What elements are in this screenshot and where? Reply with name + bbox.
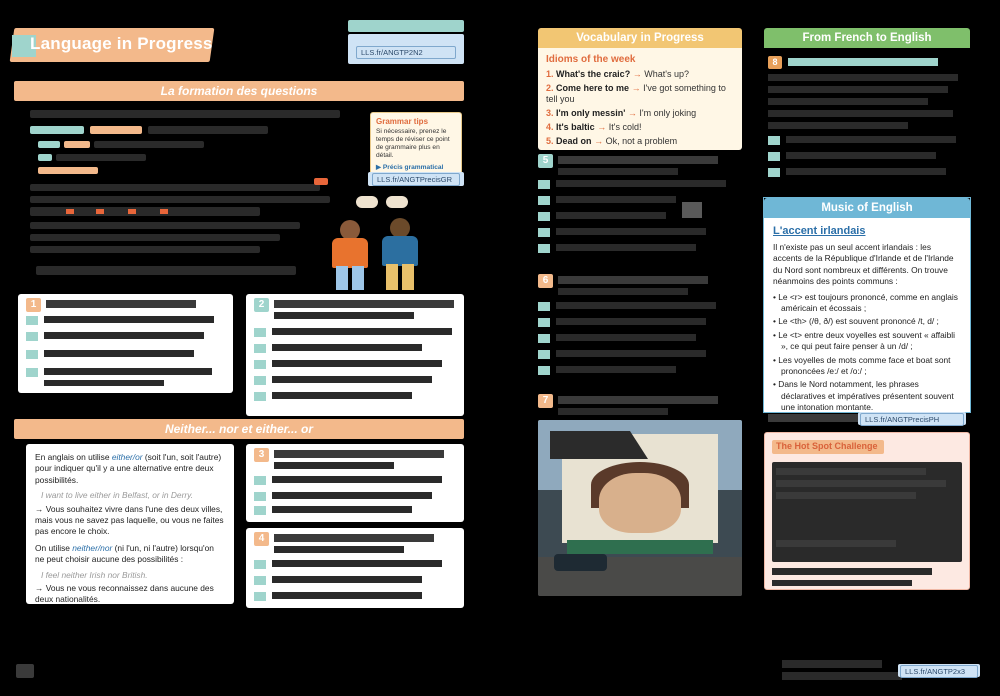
neither-nor-p2: On utilise neither/nor (ni l'un, ni l'autre) lorsqu'on ne peut choisir aucune des possibilités :	[35, 542, 214, 565]
text-line	[30, 184, 320, 191]
list-item: • Le <r> est toujours prononcé, comme en anglais américain et écossais ;	[773, 291, 958, 314]
hot-spot-challenge-header: The Hot Spot Challenge	[776, 441, 878, 451]
item-marker	[254, 576, 266, 585]
top-url-chip[interactable]: LLS.fr/ANGTP2N2	[356, 46, 456, 59]
exercise-number-1: 1	[26, 298, 41, 312]
text-line	[558, 408, 668, 415]
exercise-number-8: 8	[768, 56, 782, 69]
text-line	[272, 344, 422, 351]
text-line	[44, 332, 204, 339]
music-of-english-bullets	[773, 292, 961, 414]
text-line	[556, 212, 666, 219]
text-line	[30, 110, 340, 118]
item-marker	[26, 368, 38, 377]
french-to-english-header: From French to English	[764, 28, 970, 48]
text-line	[272, 492, 432, 499]
section-title-neither-nor: Neither... nor et either... or	[14, 419, 464, 439]
exercise-card-1	[18, 294, 233, 393]
exercise-number-2: 2	[254, 298, 269, 312]
item-marker	[254, 492, 266, 501]
text-line	[768, 110, 953, 117]
illustration-two-people	[318, 196, 448, 290]
text-line	[786, 152, 936, 159]
item-marker	[538, 334, 550, 343]
text-line	[768, 86, 948, 93]
text-accent	[66, 209, 74, 214]
text-line	[556, 196, 676, 203]
item-marker	[254, 328, 266, 337]
speech-bubble	[386, 196, 408, 208]
exercise-number-7: 7	[538, 394, 553, 408]
hot-spot-content-block	[772, 462, 962, 562]
text-accent	[160, 209, 168, 214]
item-marker	[538, 196, 550, 205]
person-body	[382, 236, 418, 266]
item-marker	[254, 506, 266, 515]
inline-image	[682, 202, 702, 218]
text-line	[558, 288, 688, 295]
text-line	[30, 234, 280, 241]
text-line	[30, 207, 260, 216]
text-line	[556, 318, 706, 325]
text-line	[272, 392, 412, 399]
text-line	[272, 592, 422, 599]
text-line	[38, 141, 60, 148]
text-line	[776, 468, 926, 475]
text-line	[776, 480, 946, 487]
music-of-english-header: Music of English	[764, 198, 970, 218]
text-line	[776, 540, 896, 547]
text-line	[272, 560, 442, 567]
text-line	[272, 360, 442, 367]
text-line	[786, 136, 956, 143]
exercise-number-3: 3	[254, 448, 269, 462]
item-marker	[254, 360, 266, 369]
neither-nor-translation-1: → Vous souhaitez vivre dans l'une des deux villes, mais vous ne savez pas laquelle, ou vous ne faites pas encore le choix.	[35, 503, 224, 537]
text-line	[30, 126, 84, 134]
item-marker	[538, 180, 550, 189]
exercise-number-5: 5	[538, 154, 553, 168]
text-line	[36, 266, 296, 275]
person-legs	[386, 264, 398, 290]
text-line	[272, 328, 452, 335]
text-line	[44, 380, 164, 386]
mural-photo	[538, 420, 742, 596]
item-marker	[538, 350, 550, 359]
text-line	[776, 492, 916, 499]
exercise-number-4: 4	[254, 532, 269, 546]
neither-nor-card	[26, 444, 234, 604]
text-line	[30, 196, 330, 203]
neither-nor-example-1: I want to live either in Belfast, or in Derry.	[41, 490, 194, 501]
list-item: 4. It's baltic → It's cold!	[546, 122, 642, 132]
neither-nor-translation-2: → Vous ne vous reconnaissez dans aucune des deux nationalités.	[35, 583, 214, 605]
section-title-questions: La formation des questions	[14, 81, 464, 101]
item-marker	[254, 344, 266, 353]
item-marker	[26, 316, 38, 325]
text-line	[64, 141, 90, 148]
text-line	[768, 122, 908, 129]
french-to-english-panel	[764, 28, 970, 186]
grammar-url-chip[interactable]: LLS.fr/ANGTPrecisGR	[372, 173, 460, 186]
idioms-title: Idioms of the week	[546, 54, 636, 65]
item-marker	[538, 366, 550, 375]
grammar-tips-link[interactable]: ▶ Précis grammatical	[376, 164, 444, 171]
text-line	[38, 167, 98, 174]
text-line	[148, 126, 268, 134]
text-line	[274, 546, 404, 553]
exercise-number-6: 6	[538, 274, 553, 288]
text-line	[272, 576, 422, 583]
text-line	[44, 316, 214, 323]
list-item: 3. I'm only messin' → I'm only joking	[546, 108, 697, 118]
text-line	[782, 660, 882, 668]
text-line	[274, 462, 394, 469]
text-line	[786, 168, 946, 175]
text-line	[558, 276, 708, 284]
idiom-list	[546, 69, 734, 147]
text-line	[94, 141, 204, 148]
list-item: 1. What's the craic? → What's up?	[546, 69, 689, 79]
neither-nor-example-2: I feel neither Irish nor British.	[41, 569, 148, 580]
item-marker	[768, 168, 780, 177]
text-line	[30, 222, 300, 229]
list-item: 5. Dead on → Ok, not a problem	[546, 136, 678, 146]
music-of-english-intro: Il n'existe pas un seul accent irlandais : les accents de la République d'Irlande et de l'Irlande du Nord sont nombreux et différents. On trouve néanmoins des points communs :	[773, 242, 954, 287]
item-marker	[538, 244, 550, 253]
text-line	[782, 672, 902, 680]
text-line	[272, 506, 412, 513]
text-accent	[128, 209, 136, 214]
text-line	[38, 154, 52, 161]
page-number-left	[16, 664, 34, 678]
speech-bubble	[356, 196, 378, 208]
person-head	[390, 218, 410, 238]
item-marker	[254, 392, 266, 401]
text-line	[558, 396, 718, 404]
bottom-url-chip[interactable]: LLS.fr/ANGTP2x3	[900, 665, 978, 678]
text-line	[772, 568, 932, 575]
text-line	[44, 368, 212, 375]
list-item: • Le <t> entre deux voyelles est souvent « affaibli », ce qui peut faire penser à un /d/ ;	[773, 329, 956, 352]
vocabulary-header: Vocabulary in Progress	[538, 28, 742, 48]
item-marker	[768, 152, 780, 161]
text-line	[274, 534, 434, 542]
item-marker	[254, 560, 266, 569]
item-marker	[538, 228, 550, 237]
person-legs	[336, 266, 348, 290]
music-of-english-title: L'accent irlandais	[773, 225, 866, 237]
text-line	[272, 476, 442, 483]
grammar-tips-text: Si nécessaire, prenez le temps de réviser ce point de grammaire plus en détail.	[376, 128, 450, 159]
text-line	[556, 228, 706, 235]
text-line	[556, 350, 706, 357]
text-line	[556, 244, 696, 251]
text-line	[772, 580, 912, 586]
text-line	[44, 350, 194, 357]
list-item: • Le <th> (/θ, ð/) est souvent prononcé /t, d/ ;	[773, 316, 939, 327]
text-line	[272, 376, 432, 383]
text-line	[274, 312, 414, 319]
person-legs	[402, 264, 414, 290]
grammar-tips-title: Grammar tips	[376, 117, 429, 126]
text-line	[274, 450, 444, 458]
vocabulary-panel	[538, 28, 742, 150]
item-marker	[538, 318, 550, 327]
person-body	[332, 238, 368, 268]
top-chip-decor	[348, 20, 464, 32]
item-marker	[26, 332, 38, 341]
text-accent	[96, 209, 104, 214]
text-line	[90, 126, 142, 134]
neither-nor-p1: En anglais on utilise either/or (soit l'un, soit l'autre) pour indiquer qu'il y a une alternative entre deux possibilités.	[35, 452, 222, 485]
text-line	[556, 302, 716, 309]
text-line	[314, 178, 328, 185]
item-marker	[538, 212, 550, 221]
item-marker	[254, 476, 266, 485]
item-marker	[768, 136, 780, 145]
person-head	[340, 220, 360, 240]
page-title: Language in Progress	[30, 34, 213, 53]
list-item: • Les voyelles de mots comme face et boat sont prononcées /e:/ et /o:/ ;	[773, 354, 951, 377]
music-of-english-panel	[764, 198, 970, 412]
item-marker	[538, 302, 550, 311]
text-line	[274, 300, 454, 308]
text-line	[56, 154, 146, 161]
music-url-chip[interactable]: LLS.fr/ANGTPrecisPH	[860, 413, 964, 426]
text-line	[30, 246, 260, 253]
text-line	[558, 156, 718, 164]
item-marker	[26, 350, 38, 359]
text-line	[556, 334, 696, 341]
text-line	[558, 168, 678, 175]
text-line	[768, 98, 928, 105]
text-line	[768, 74, 958, 81]
list-item: • Dans le Nord notamment, les phrases déclaratives et impératives présentent souvent une intonation montante.	[773, 379, 954, 413]
person-legs	[352, 266, 364, 290]
list-item: 2. Come here to me → I've got something to tell you	[546, 83, 726, 104]
text-line	[556, 180, 726, 187]
text-line	[788, 58, 938, 66]
item-marker	[254, 376, 266, 385]
text-line	[556, 366, 676, 373]
item-marker	[254, 592, 266, 601]
text-line	[46, 300, 196, 308]
